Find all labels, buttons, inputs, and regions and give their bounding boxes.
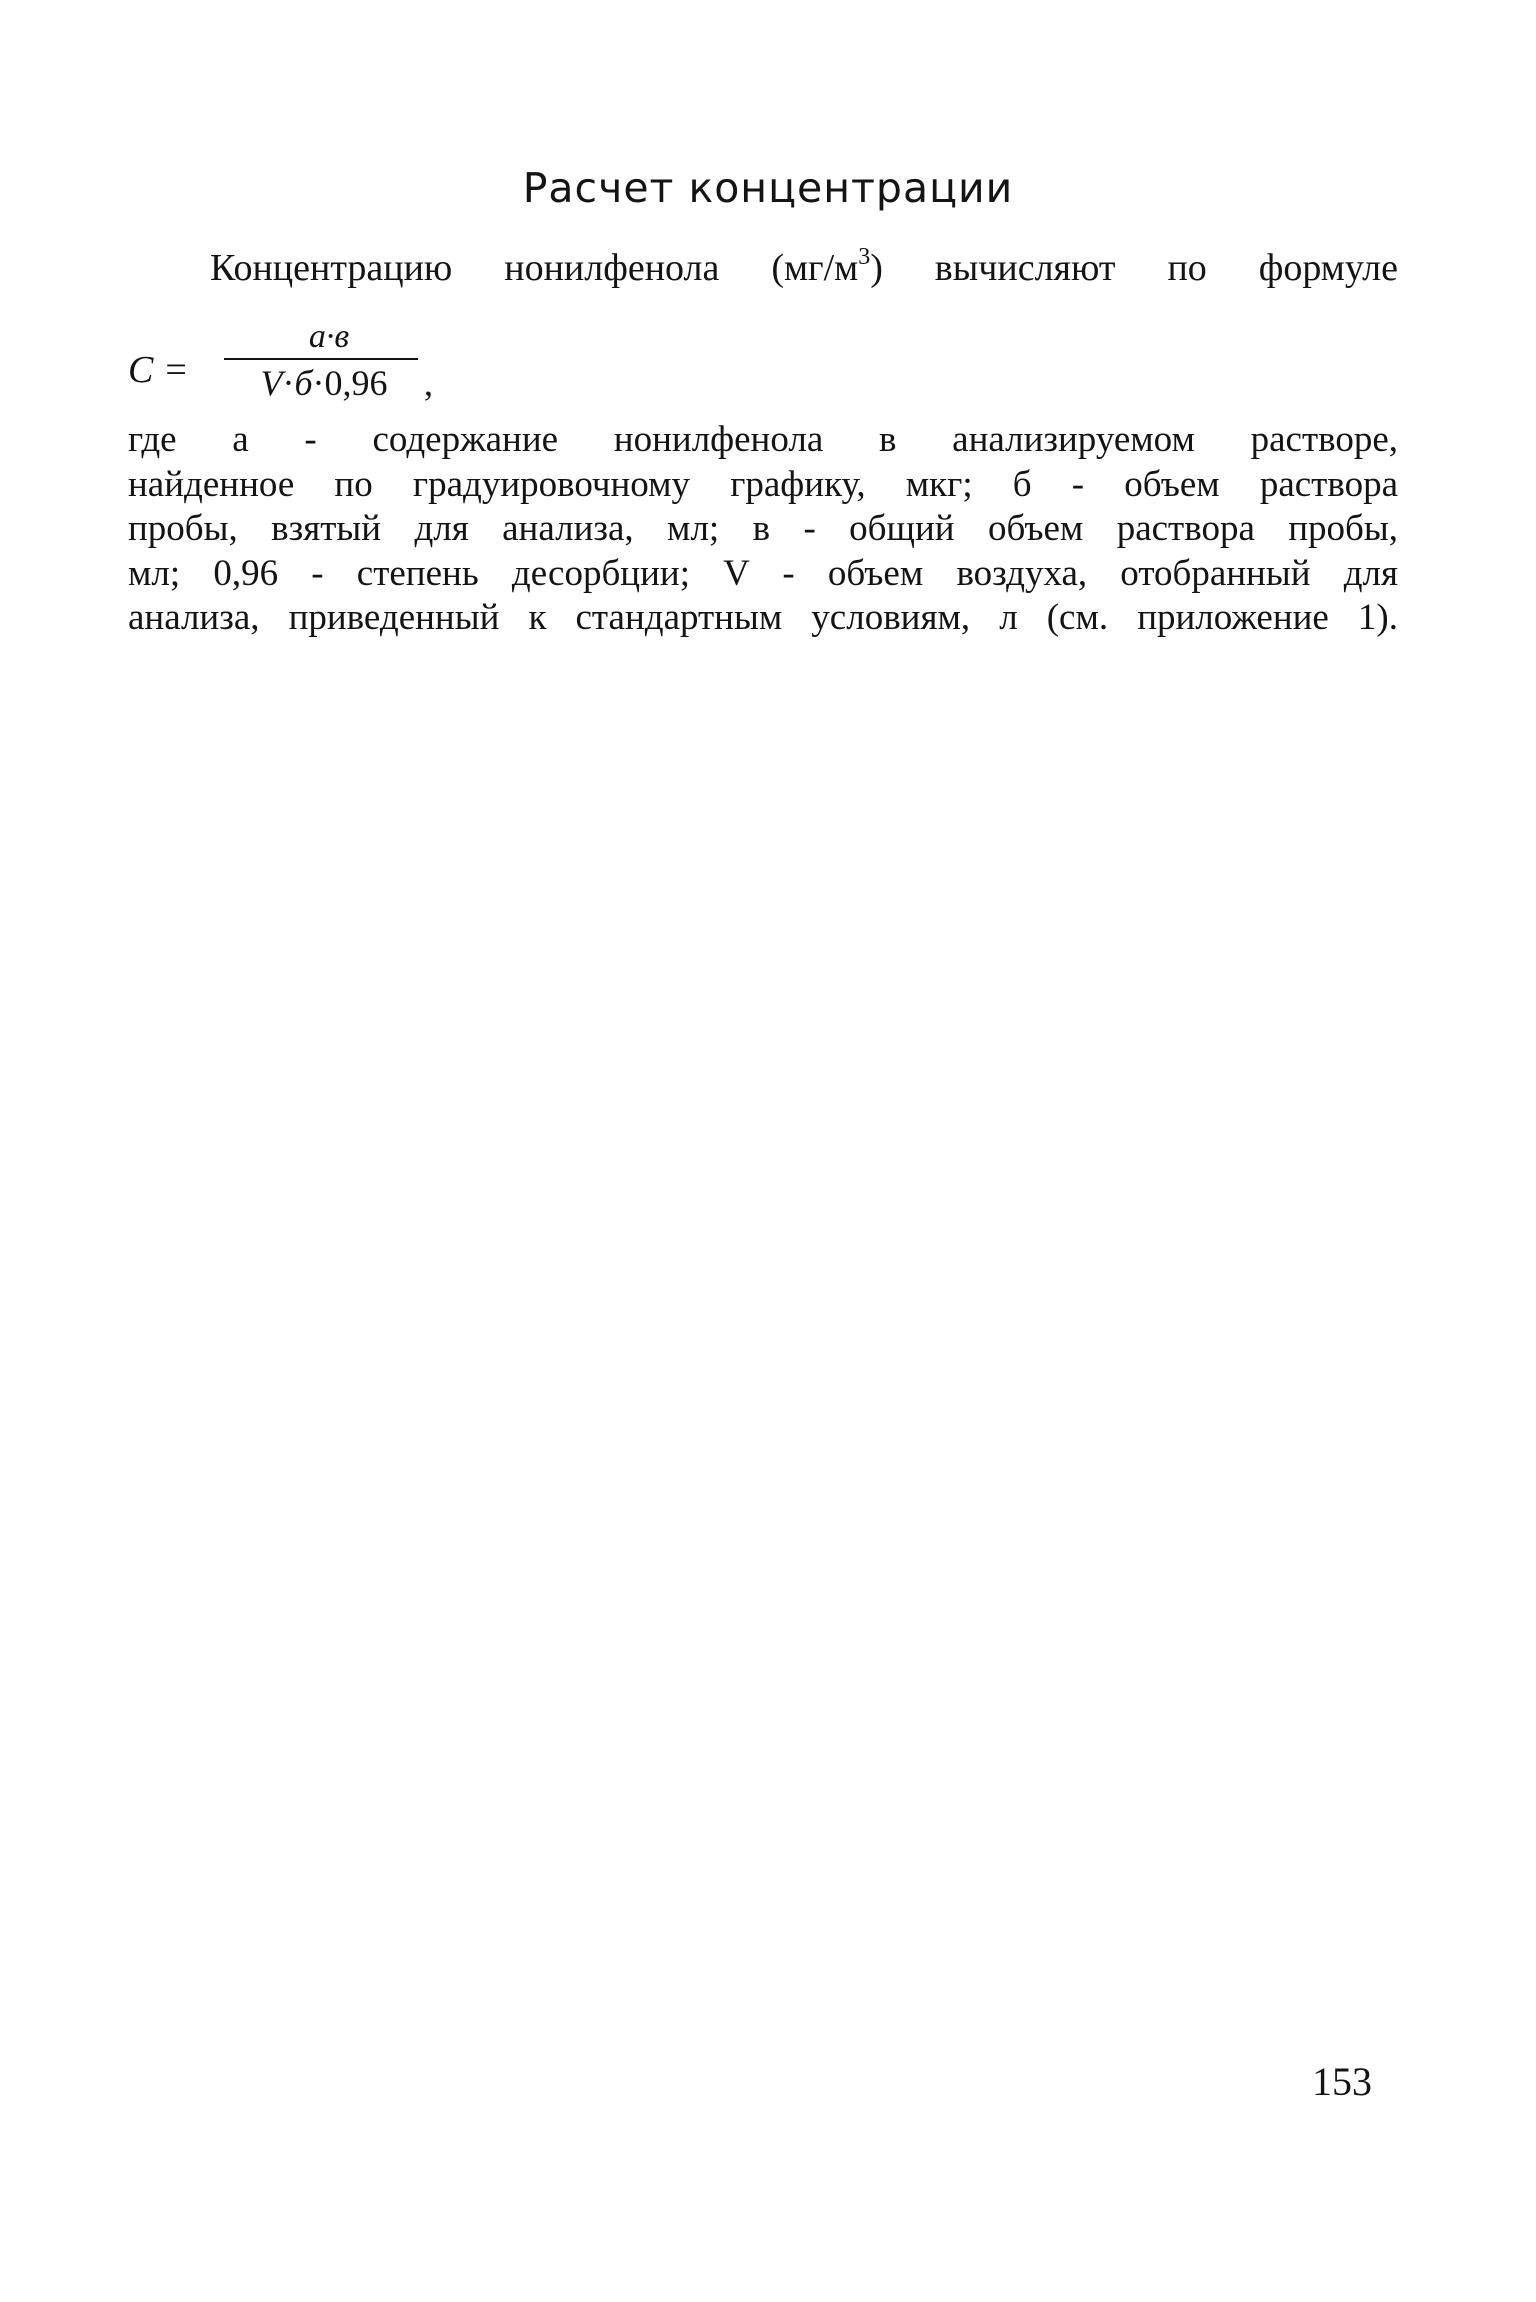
formula-variable-c: C: [128, 349, 154, 391]
intro-text-end: ) вычисляют по формуле: [870, 247, 1398, 289]
section-heading: Расчет концентрации: [522, 164, 1014, 212]
intro-paragraph: [128, 245, 1398, 291]
page-number: 153: [1312, 2059, 1372, 2104]
explanation-paragraph: [128, 418, 1398, 641]
explanation-line: пробы, взятый для анализа, мл; в - общий объем раствора пробы,: [128, 508, 1398, 549]
formula-equals: =: [165, 349, 187, 391]
explanation-line: найденное по градуировочному графику, мкг; б - объем раствора: [128, 463, 1398, 505]
formula-denominator: [224, 360, 424, 406]
unit-superscript: 3: [858, 244, 871, 270]
explanation-line: анализа, приведенный к стандартным условиям, л (см. приложение 1).: [128, 597, 1398, 638]
explanation-line: мл; 0,96 - степень десорбции; V - объем воздуха, отобранный для: [128, 552, 1398, 594]
denominator-var-b: б: [294, 363, 313, 403]
denominator-var-v: V: [260, 363, 283, 403]
intro-text: Концентрацию нонилфенола (мг/м: [210, 247, 859, 289]
explanation-line: где а - содержание нонилфенола в анализируемом растворе,: [128, 419, 1398, 460]
formula-trailing-comma: ,: [424, 363, 433, 403]
denominator-constant: 0,96: [324, 363, 388, 403]
denominator-dot-2: ·: [312, 363, 325, 403]
formula-fraction: [224, 316, 424, 406]
formula-lhs: [128, 348, 187, 392]
formula-numerator: а·в: [308, 318, 350, 355]
denominator-dot-1: ·: [282, 363, 295, 403]
